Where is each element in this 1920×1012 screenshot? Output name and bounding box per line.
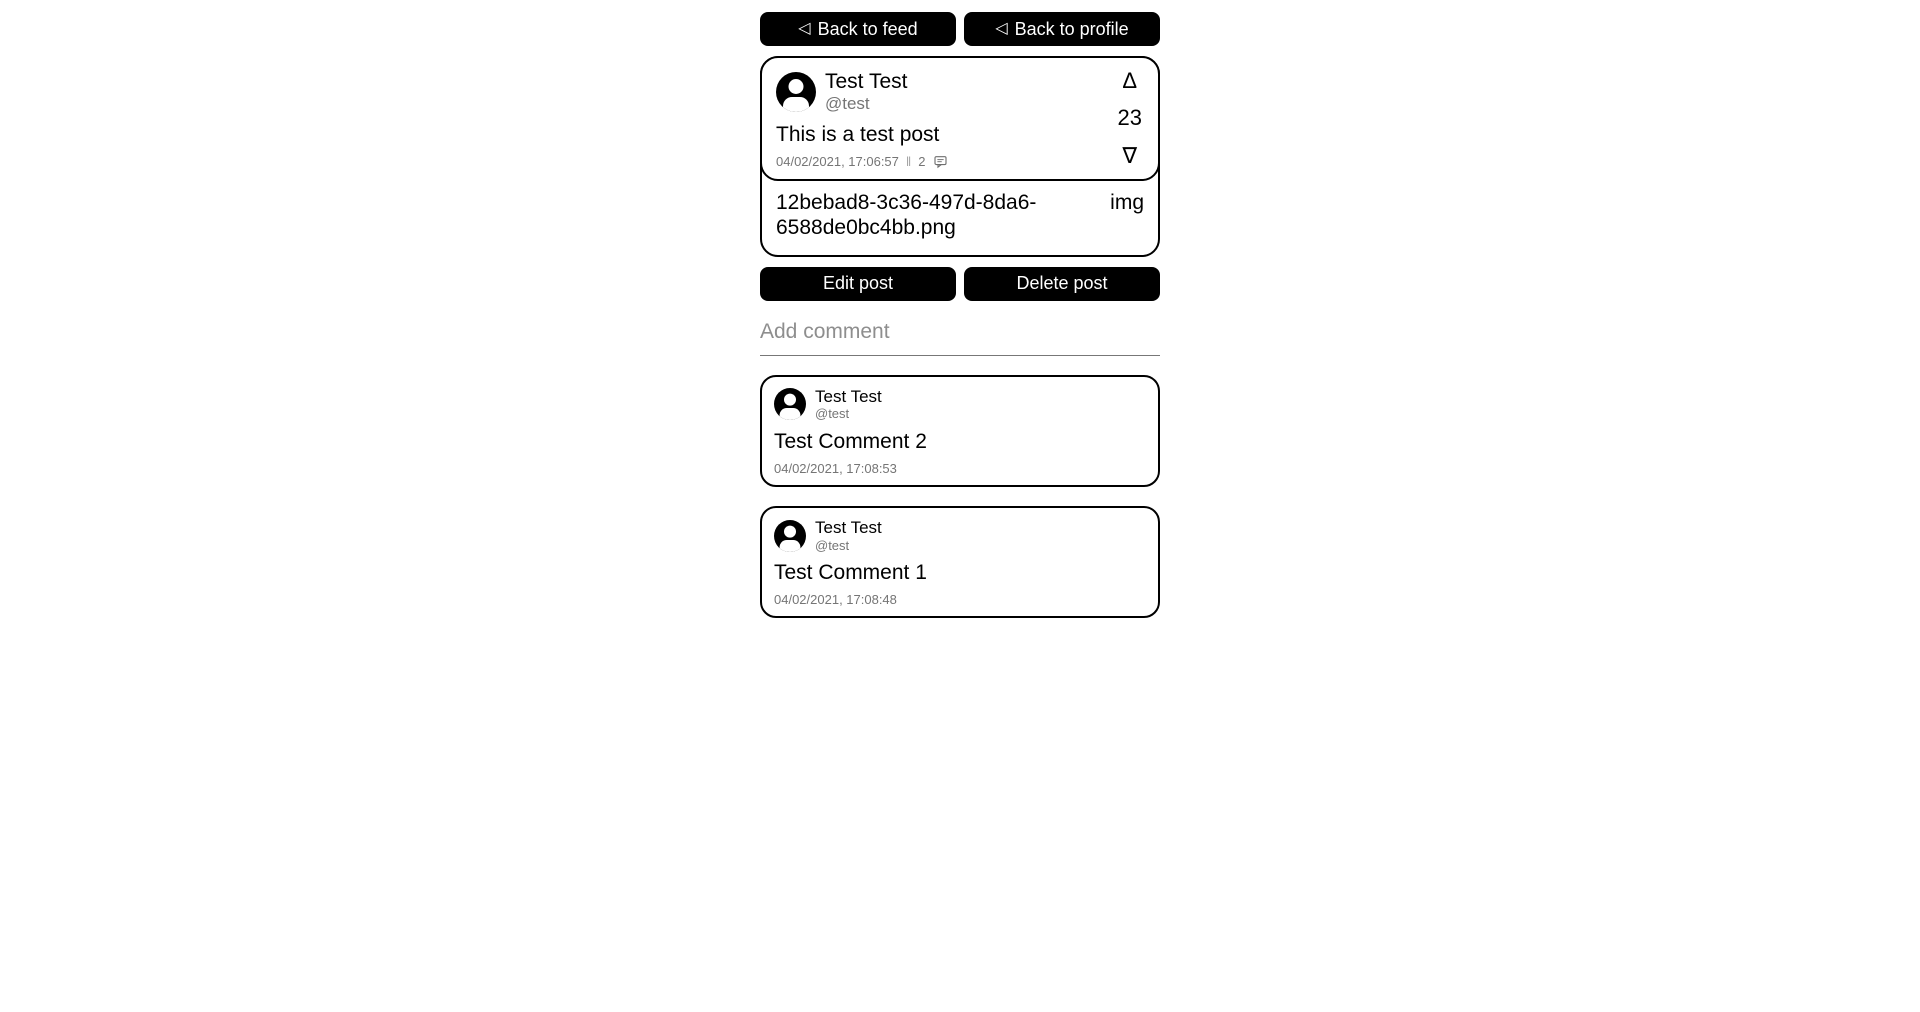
meta-separator-icon: ‖	[905, 153, 912, 169]
post-timestamp: 04/02/2021, 17:06:57	[776, 153, 899, 169]
post-author-row	[776, 70, 1088, 114]
author-handle: @test	[825, 94, 870, 114]
comment-card	[760, 375, 1160, 487]
comment-author-row	[774, 387, 1146, 422]
post-action-row	[760, 267, 1160, 301]
nav-button-row	[760, 12, 1160, 46]
comment-card	[760, 506, 1160, 618]
delete-post-label: Delete post	[1016, 273, 1108, 294]
author-handle: @test	[815, 537, 850, 553]
post-content: This is a test post	[776, 122, 940, 146]
author-name: Test Test	[815, 518, 882, 538]
comment-author-row	[774, 518, 1146, 553]
person-in-circle-icon	[774, 388, 806, 420]
vote-score: 23	[1117, 105, 1142, 131]
back-to-feed-label: Back to feed	[817, 18, 918, 39]
post-detail-page	[760, 0, 1160, 618]
delete-post-button[interactable]	[964, 267, 1160, 301]
comment-content: Test Comment 1	[774, 561, 927, 585]
back-arrow-icon: ◁	[995, 20, 1008, 37]
user-avatar-icon[interactable]	[776, 72, 816, 112]
edit-post-label: Edit post	[822, 273, 894, 294]
vote-column	[1118, 70, 1142, 167]
add-comment-input[interactable]	[760, 317, 1160, 356]
post-card	[760, 56, 1160, 257]
attachment-filename[interactable]: 12bebad8-3c36-497d-8da6-6588de0bc4bb.png	[776, 190, 1037, 240]
person-in-circle-icon	[774, 520, 806, 552]
upvote-icon[interactable]: Δ	[1122, 68, 1138, 93]
author-handle: @test	[815, 406, 850, 422]
post-meta-row	[776, 154, 1088, 169]
edit-post-button[interactable]	[760, 267, 956, 301]
author-name: Test Test	[815, 386, 882, 406]
comment-author-block	[815, 387, 882, 422]
comment-bubble-icon	[933, 154, 948, 169]
comments-count: 2	[918, 153, 926, 169]
back-to-feed-button[interactable]	[760, 12, 956, 46]
comment-content: Test Comment 2	[774, 430, 927, 454]
back-to-profile-label: Back to profile	[1014, 18, 1129, 39]
back-to-profile-button[interactable]	[964, 12, 1160, 46]
user-avatar-icon[interactable]	[774, 520, 806, 552]
back-arrow-icon: ◁	[798, 20, 811, 37]
author-name: Test Test	[825, 70, 908, 93]
downvote-icon[interactable]: ∇	[1122, 142, 1138, 168]
post-main	[760, 56, 1160, 181]
post-author-block	[825, 70, 907, 114]
attachment-row[interactable]	[762, 179, 1158, 255]
person-in-circle-icon	[776, 72, 816, 112]
comment-timestamp: 04/02/2021, 17:08:53	[774, 461, 897, 477]
user-avatar-icon[interactable]	[774, 388, 806, 420]
comment-author-block	[815, 518, 882, 553]
attachment-type-label: img	[1110, 190, 1144, 214]
comment-timestamp: 04/02/2021, 17:08:48	[774, 592, 897, 608]
